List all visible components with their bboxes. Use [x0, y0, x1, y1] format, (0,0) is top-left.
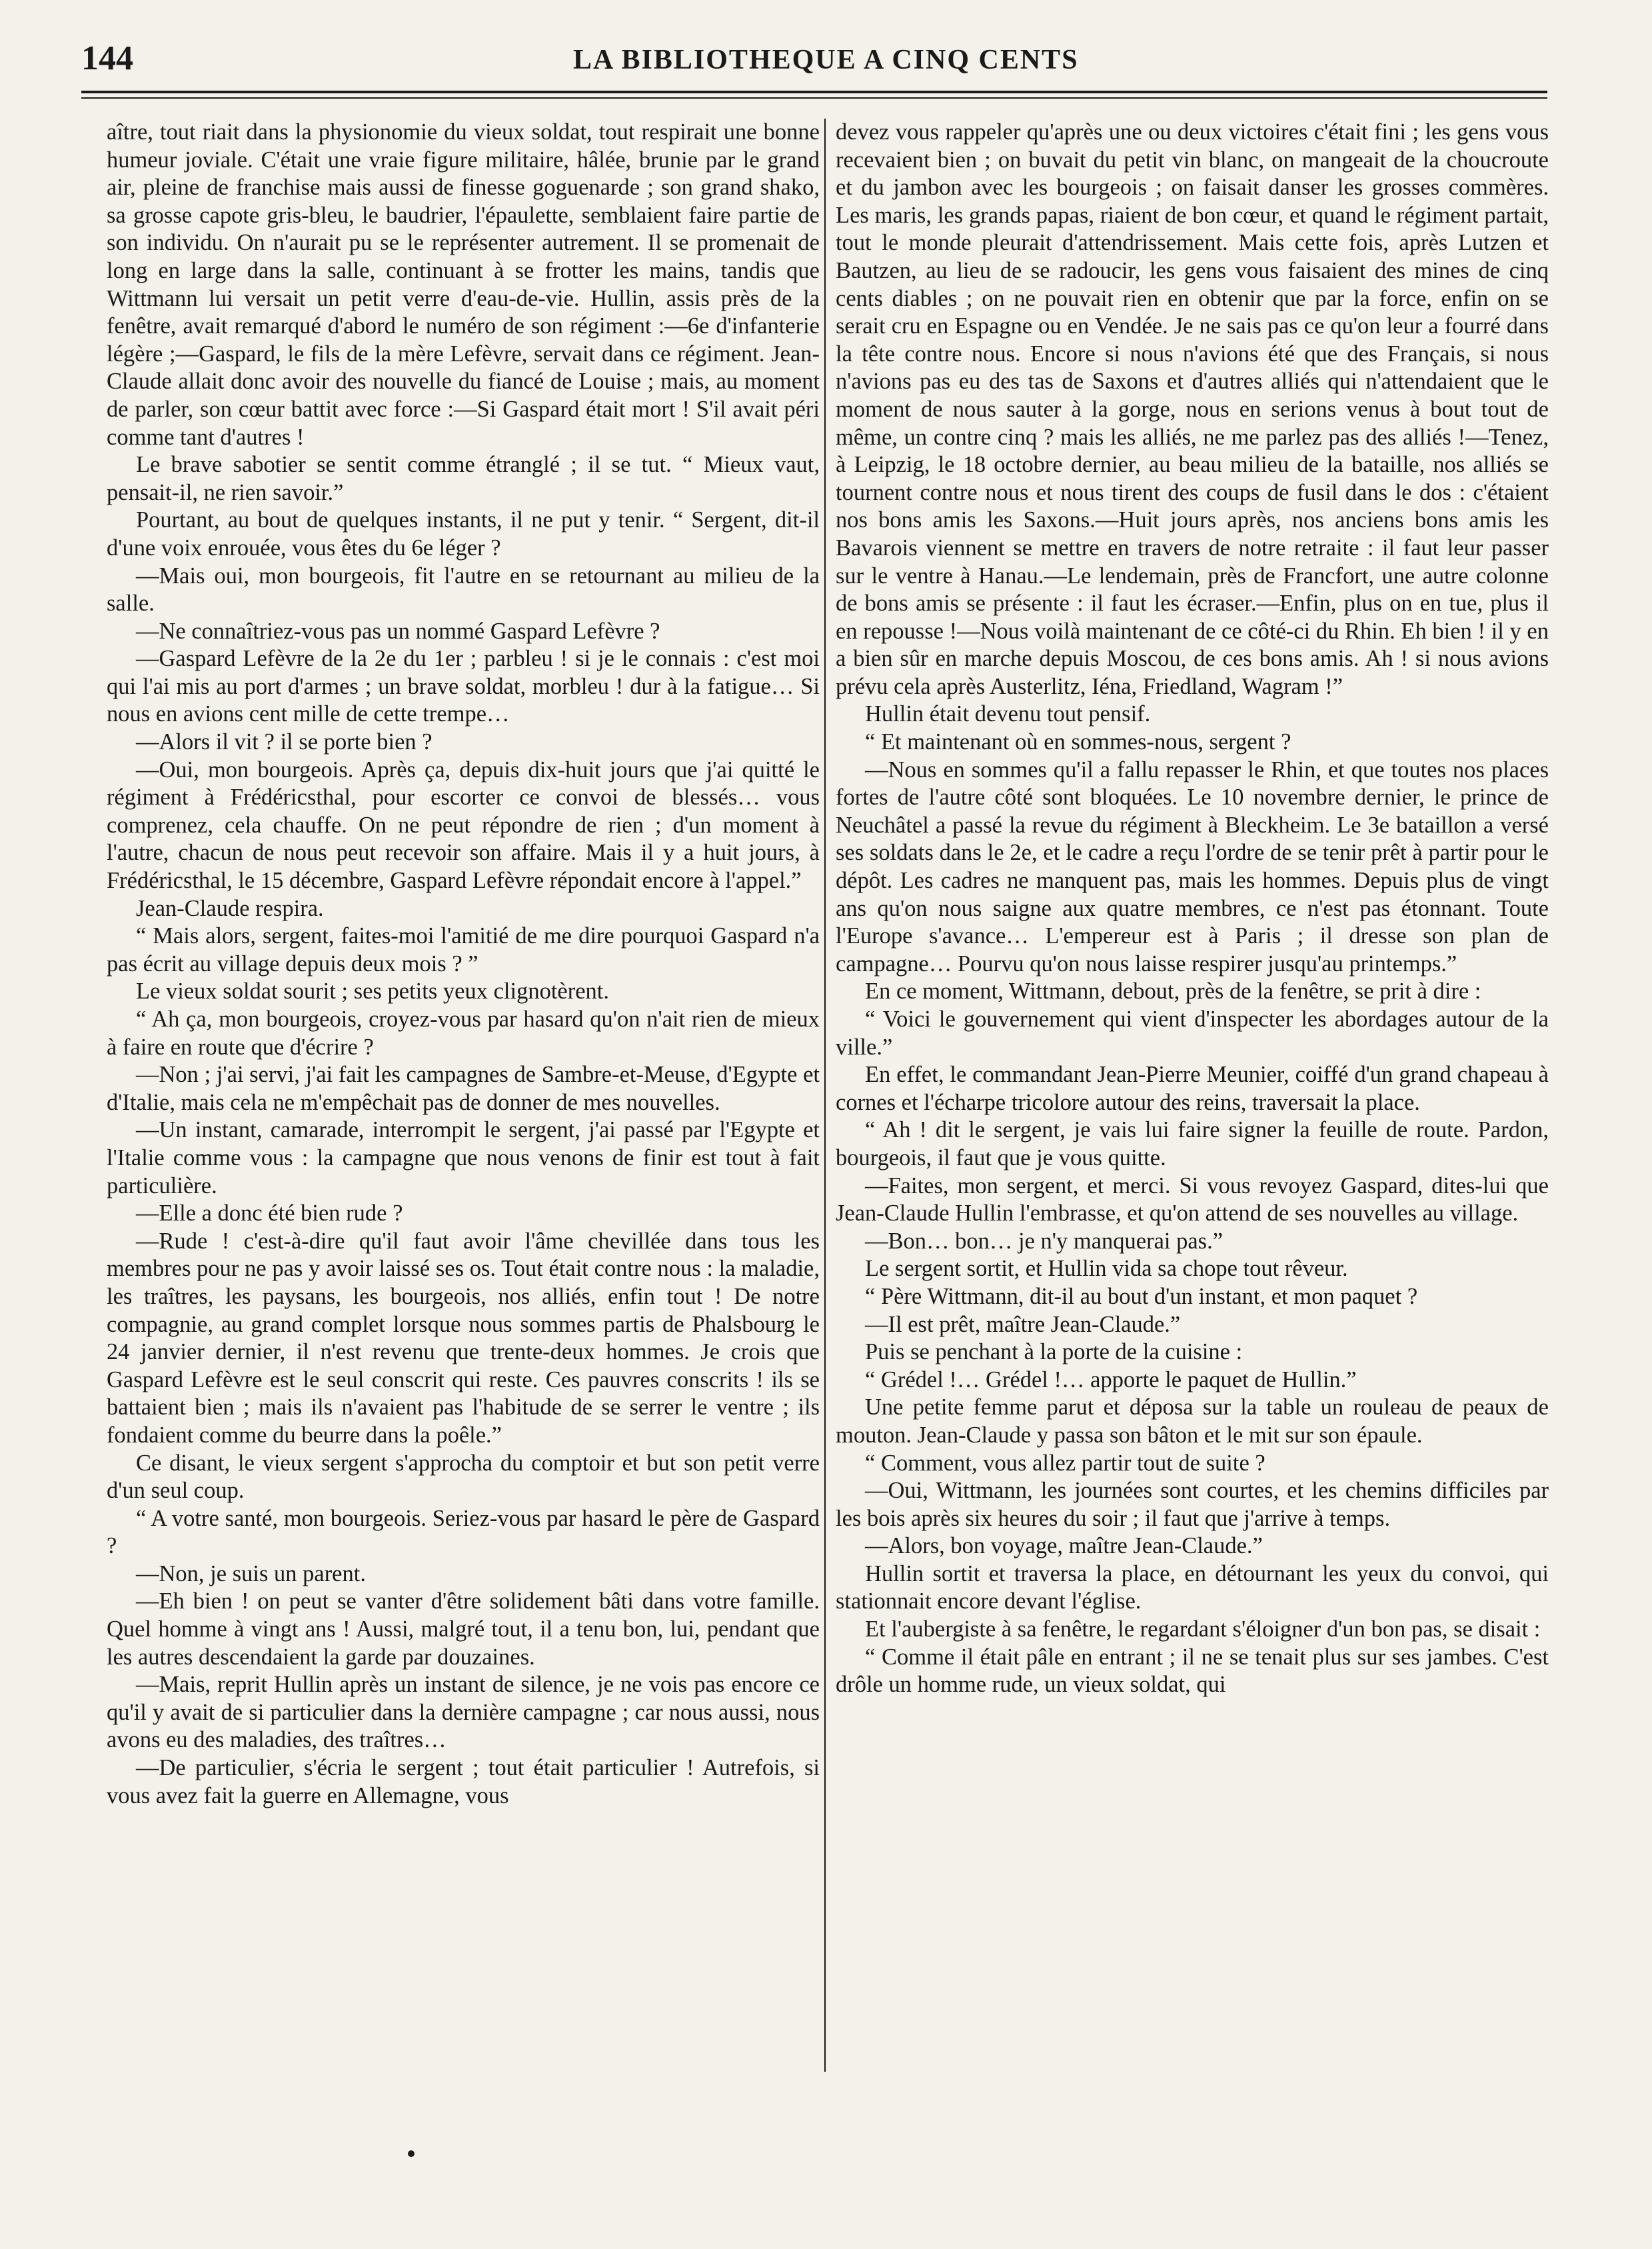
paragraph: —Elle a donc été bien rude ?	[136, 1200, 403, 1226]
running-title: LA BIBLIOTHEQUE A CINQ CENTS	[573, 45, 1079, 75]
paragraph: “ Et maintenant où en sommes-nous, sergent ?	[865, 729, 1291, 755]
paragraph: “ Ah ça, mon bourgeois, croyez-vous par hasard qu'on n'ait rien de mieux à faire en route que d'écrire ?	[107, 1007, 820, 1060]
paragraph: Le vieux soldat sourit ; ses petits yeux clignotèrent.	[136, 979, 609, 1005]
paragraph: —Alors il vit ? il se porte bien ?	[136, 729, 432, 755]
paragraph: “ Père Wittmann, dit-il au bout d'un instant, et mon paquet ?	[865, 1283, 1418, 1309]
paragraph: —Oui, mon bourgeois. Après ça, depuis dix-huit jours que j'ai quitté le régiment à Frédéricsthal, pour escorter ce convoi de blessés… vous comprenez, cela chauffe. On ne peut répondre de rien ; d'un moment à l'autre, chacun de nous peut recevoir son affaire. Mais il y a huit jours, à Frédéricsthal, le 15 décembre, Gaspard Lefèvre répondait encore à l'appel.”	[107, 757, 820, 894]
header-rule	[81, 91, 1547, 93]
right-column	[836, 119, 1549, 2132]
paragraph: aître, tout riait dans la physionomie du vieux soldat, tout respirait une bonne humeur joviale. C'était une vraie figure militaire, hâlée, brunie par le grand air, pleine de franchise mais aussi de finesse goguenarde ; son grand shako, sa grosse capote gris-bleu, le baudrier, l'épaulette, semblaient faire partie de son individu. On n'aurait pu se le représenter autrement. Il se promenait de long en large dans la salle, continuant à se frotter les mains, tandis que Wittmann lui versait un petit verre d'eau-de-vie. Hullin, assis près de la fenêtre, avait remarqué d'abord le numéro de son régiment :—6e d'infanterie légère ;—Gaspard, le fils de la mère Lefèvre, servait dans ce régiment. Jean-Claude allait donc avoir des nouvelle du fiancé de Louise ; mais, au moment de parler, son cœur battit avec force :—Si Gaspard était mort ! S'il avait péri comme tant d'autres !	[107, 119, 820, 450]
paragraph: “ Grédel !… Grédel !… apporte le paquet de Hullin.”	[865, 1366, 1357, 1392]
paragraph: —Nous en sommes qu'il a fallu repasser le Rhin, et que toutes nos places fortes de l'autre côté sont bloquées. Le 10 novembre dernier, le prince de Neuchâtel a passé la revue du régiment à Bleckheim. Le 3e bataillon a versé ses soldats dans le 2e, et le cadre a reçu l'ordre de se tenir prêt à partir pour le dépôt. Les cadres ne manquent pas, mais les hommes. Depuis plus de vingt ans qu'on nous saigne aux quatre membres, ce n'est pas étonnant. Toute l'Europe s'avance… L'empereur est à Paris ; il dresse son plan de campagne… Pourvu qu'on nous laisse respirer jusqu'au printemps.”	[836, 757, 1549, 977]
paragraph: —Un instant, camarade, interrompit le sergent, j'ai passé par l'Egypte et l'Italie comme vous : la campagne que nous venons de finir est tout à fait particulière.	[107, 1117, 820, 1198]
paragraph: —Eh bien ! on peut se vanter d'être solidement bâti dans votre famille. Quel homme à vingt ans ! Aussi, malgré tout, il a tenu bon, lui, pendant que les autres descendaient la garde par douzaines.	[107, 1588, 820, 1670]
paragraph: devez vous rappeler qu'après une ou deux victoires c'était fini ; les gens vous recevaient bien ; on buvait du petit vin blanc, on mangeait de la choucroute et du jambon avec les bourgeois ; on faisait danser les grosses commères. Les maris, les grands papas, riaient de bon cœur, et quand le régiment partait, tout le monde pleurait d'attendrissement. Mais cette fois, après Lutzen et Bautzen, au lieu de se radoucir, les gens vous faisaient des mines de cinq cents diables ; on ne pouvait rien en obtenir que par la force, enfin on se serait cru en Espagne ou en Vendée. Je ne sais pas ce qu'on leur a fourré dans la tête contre nous. Encore si nous n'avions été que des Français, si nous n'avions pas eu des tas de Saxons et d'autres alliés qui n'attendaient que le moment de nous sauter à la gorge, nous en serions venus à bout tout de même, un contre cinq ? mais les alliés, ne me parlez pas des alliés !—Tenez, à Leipzig, le 18 octobre dernier, au beau milieu de la bataille, nos alliés se tournent contre nous et nous tirent des coups de fusil dans le dos : c'étaient nos bons amis les Saxons.—Huit jours après, nos anciens bons amis les Bavarois viennent se mettre en travers de notre retraite : il faut leur passer sur le ventre à Hanau.—Le lendemain, près de Francfort, une autre colonne de bons amis se présente : il faut les écraser.—Enfin, plus on en tue, plus il en repousse !—Nous voilà maintenant de ce côté-ci du Rhin. Eh bien ! il y en a bien sûr en marche depuis Moscou, de ces bons amis. Ah ! si nous avions prévu cela après Austerlitz, Iéna, Friedland, Wagram !”	[836, 119, 1549, 699]
paragraph: Et l'aubergiste à sa fenêtre, le regardant s'éloigner d'un bon pas, se disait :	[865, 1616, 1541, 1642]
paragraph: —Ne connaîtriez-vous pas un nommé Gaspard Lefèvre ?	[136, 618, 660, 644]
header-rule-thin	[81, 97, 1547, 99]
paragraph: Hullin sortit et traversa la place, en détournant les yeux du convoi, qui stationnait encore devant l'église.	[836, 1560, 1549, 1614]
paragraph: —Non ; j'ai servi, j'ai fait les campagnes de Sambre-et-Meuse, d'Egypte et d'Italie, mais cela ne m'empêchait pas de donner de mes nouvelles.	[107, 1062, 820, 1115]
paragraph: —Non, je suis un parent.	[136, 1560, 366, 1586]
paragraph: “ Mais alors, sergent, faites-moi l'amitié de me dire pourquoi Gaspard n'a pas écrit au village depuis deux mois ? ”	[107, 923, 820, 977]
paragraph: —De particulier, s'écria le sergent ; tout était particulier ! Autrefois, si vous avez fait la guerre en Allemagne, vous	[107, 1755, 820, 1808]
paragraph: Hullin était devenu tout pensif.	[865, 701, 1151, 727]
paragraph: —Oui, Wittmann, les journées sont courtes, et les chemins difficiles par les bois après six heures du soir ; il faut que j'arrive à temps.	[836, 1478, 1549, 1531]
paragraph: En ce moment, Wittmann, debout, près de la fenêtre, se prit à dire :	[865, 979, 1481, 1005]
paragraph: —Mais oui, mon bourgeois, fit l'autre en se retournant au milieu de la salle.	[107, 563, 820, 617]
paragraph: “ Voici le gouvernement qui vient d'inspecter les abordages autour de la ville.”	[836, 1007, 1549, 1060]
page-ornament-dot	[408, 2150, 414, 2157]
paragraph: “ A votre santé, mon bourgeois. Seriez-vous par hasard le père de Gaspard ?	[107, 1505, 820, 1559]
paragraph: Pourtant, au bout de quelques instants, il ne put y tenir. “ Sergent, dit-il d'une voix enrouée, vous êtes du 6e léger ?	[107, 507, 820, 561]
paragraph: “ Ah ! dit le sergent, je vais lui faire signer la feuille de route. Pardon, bourgeois, il faut que je vous quitte.	[836, 1117, 1549, 1170]
paragraph: Puis se penchant à la porte de la cuisine :	[865, 1339, 1243, 1365]
paragraph: —Bon… bon… je n'y manquerai pas.”	[865, 1228, 1224, 1254]
paragraph: —Rude ! c'est-à-dire qu'il faut avoir l'âme chevillée dans tous les membres pour ne pas y avoir laissé ses os. Tout était contre nous : la maladie, les traîtres, les paysans, les bourgeois, nos alliés, enfin tout ! De notre compagnie, au grand complet lorsque nous sommes partis de Phalsbourg le 24 janvier dernier, il n'est revenu que trente-deux hommes. Je crois que Gaspard Lefèvre est le seul conscrit qui reste. Ces pauvres conscrits ! ils se battaient bien ; mais ils n'avaient pas l'habitude de se serrer le ventre ; ils fondaient comme du beurre dans la poêle.”	[107, 1228, 820, 1448]
page-number: 144	[81, 39, 133, 77]
paragraph: Le sergent sortit, et Hullin vida sa chope tout rêveur.	[865, 1256, 1348, 1282]
paragraph: Le brave sabotier se sentit comme étranglé ; il se tut. “ Mieux vaut, pensait-il, ne rien savoir.”	[107, 452, 820, 505]
paragraph: “ Comme il était pâle en entrant ; il ne se tenait plus sur ses jambes. C'est drôle un homme rude, un vieux soldat, qui	[836, 1644, 1549, 1698]
paragraph: Une petite femme parut et déposa sur la table un rouleau de peaux de mouton. Jean-Claude y passa son bâton et le mit sur son épaule.	[836, 1394, 1549, 1448]
column-divider	[824, 119, 826, 2072]
paragraph: —Alors, bon voyage, maître Jean-Claude.”	[865, 1533, 1263, 1559]
paragraph: En effet, le commandant Jean-Pierre Meunier, coiffé d'un grand chapeau à cornes et l'écharpe tricolore autour des reins, traversait la place.	[836, 1062, 1549, 1115]
paragraph: —Mais, reprit Hullin après un instant de silence, je ne vois pas encore ce qu'il y avait de si particulier dans la dernière campagne ; car nous aussi, nous avons eu des maladies, des traîtres…	[107, 1672, 820, 1753]
left-column	[107, 119, 820, 2132]
paragraph: —Gaspard Lefèvre de la 2e du 1er ; parbleu ! si je le connais : c'est moi qui l'ai mis au port d'armes ; un brave soldat, morbleu ! dur à la fatigue… Si nous en avions cent mille de cette trempe…	[107, 646, 820, 727]
paragraph: —Faites, mon sergent, et merci. Si vous revoyez Gaspard, dites-lui que Jean-Claude Hullin l'embrasse, et qu'on attend de ses nouvelles au village.	[836, 1172, 1549, 1226]
paragraph: Jean-Claude respira.	[136, 895, 324, 921]
paragraph: Ce disant, le vieux sergent s'approcha du comptoir et but son petit verre d'un seul coup.	[107, 1450, 820, 1504]
paragraph: “ Comment, vous allez partir tout de suite ?	[865, 1450, 1265, 1476]
paragraph: —Il est prêt, maître Jean-Claude.”	[865, 1311, 1181, 1337]
